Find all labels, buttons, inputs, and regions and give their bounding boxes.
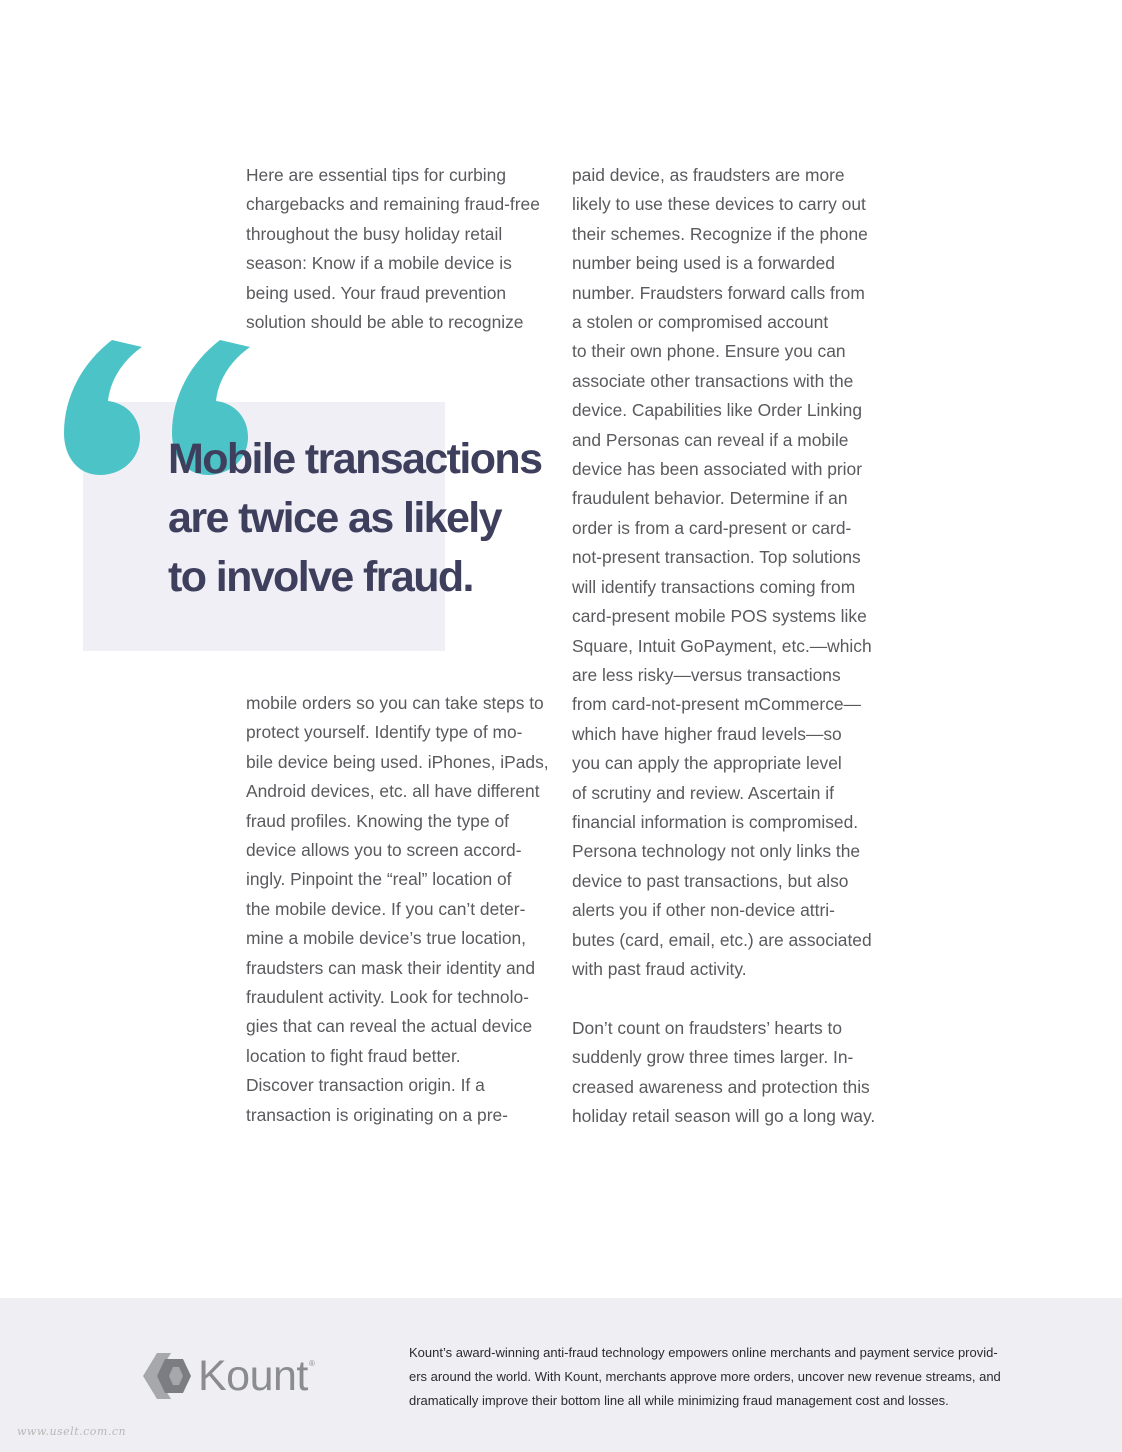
text-line: mine a mobile device’s true location, bbox=[246, 928, 527, 949]
text-line: card-present mobile POS systems like bbox=[572, 606, 867, 627]
text-line: Don’t count on fraudsters’ hearts to bbox=[572, 1017, 843, 1038]
pull-quote-line: are twice as likely bbox=[168, 494, 501, 542]
text-line: fraud profiles. Knowing the type of bbox=[246, 810, 509, 831]
text-line: chargebacks and remaining fraud-free bbox=[246, 194, 540, 215]
text-line: protect yourself. Identify type of mo- bbox=[246, 722, 523, 743]
text-line: will identify transactions coming from bbox=[572, 576, 856, 597]
text-line: you can apply the appropriate level bbox=[572, 753, 842, 774]
text-line: from card-not-present mCommerce— bbox=[572, 694, 861, 715]
text-line: holiday retail season will go a long way. bbox=[572, 1105, 876, 1126]
footer-description-line: Kount’s award-winning anti-fraud technology empowers online merchants and payment service provid- bbox=[409, 1345, 998, 1360]
footer-description bbox=[409, 1341, 1049, 1413]
logo-wordmark: Kount bbox=[198, 1352, 308, 1400]
text-line: paid device, as fraudsters are more bbox=[572, 165, 845, 185]
text-line: which have higher fraud levels—so bbox=[572, 723, 842, 744]
text-line: alerts you if other non-device attri- bbox=[572, 900, 835, 921]
text-line: device allows you to screen accord- bbox=[246, 840, 522, 861]
article-column-1-bottom bbox=[246, 689, 551, 1130]
registered-mark: ® bbox=[309, 1359, 315, 1368]
text-line: throughout the busy holiday retail bbox=[246, 223, 503, 244]
text-line: fraudsters can mask their identity and bbox=[246, 957, 536, 978]
text-line: not-present transaction. Top solutions bbox=[572, 547, 861, 568]
text-line: ingly. Pinpoint the “real” location of bbox=[246, 869, 512, 890]
text-line: the mobile device. If you can’t deter- bbox=[246, 898, 526, 919]
footer-description-line: dramatically improve their bottom line all while minimizing fraud management cost and losses. bbox=[409, 1393, 949, 1408]
text-line: device. Capabilities like Order Linking bbox=[572, 400, 862, 421]
text-line: solution should be able to recognize bbox=[246, 312, 524, 333]
text-line: Persona technology not only links the bbox=[572, 841, 861, 862]
text-line: financial information is compromised. bbox=[572, 811, 859, 832]
pull-quote-line: to involve fraud. bbox=[168, 553, 473, 601]
text-line: Square, Intuit GoPayment, etc.—which bbox=[572, 635, 872, 656]
text-line: likely to use these devices to carry out bbox=[572, 194, 866, 215]
text-line: are less risky—versus transactions bbox=[572, 664, 841, 685]
text-line: device has been associated with prior bbox=[572, 459, 863, 480]
text-line: season: Know if a mobile device is bbox=[246, 253, 512, 274]
text-line: mobile orders so you can take steps to bbox=[246, 693, 544, 713]
text-line: their schemes. Recognize if the phone bbox=[572, 223, 868, 244]
text-line: to their own phone. Ensure you can bbox=[572, 341, 846, 362]
article-column-2 bbox=[572, 161, 882, 1131]
text-line: a stolen or compromised account bbox=[572, 312, 829, 333]
paragraph bbox=[572, 1014, 882, 1132]
text-line: order is from a card-present or card- bbox=[572, 517, 852, 538]
text-line: associate other transactions with the bbox=[572, 370, 854, 391]
text-line: gies that can reveal the actual device bbox=[246, 1016, 533, 1037]
text-line: of scrutiny and review. Ascertain if bbox=[572, 782, 834, 803]
watermark: www.uselt.com.cn bbox=[17, 1425, 127, 1438]
article-column-1-top bbox=[246, 161, 551, 337]
text-line: location to fight fraud better. bbox=[246, 1045, 461, 1066]
text-line: transaction is originating on a pre- bbox=[246, 1104, 508, 1125]
text-line: suddenly grow three times larger. In- bbox=[572, 1047, 854, 1068]
pull-quote bbox=[168, 430, 568, 607]
text-line: and Personas can reveal if a mobile bbox=[572, 429, 849, 450]
text-line: fraudulent activity. Look for technolo- bbox=[246, 987, 529, 1008]
text-line: bile device being used. iPhones, iPads, bbox=[246, 751, 549, 772]
text-line: device to past transactions, but also bbox=[572, 870, 849, 891]
text-line: fraudulent behavior. Determine if an bbox=[572, 488, 848, 509]
pull-quote-line: Mobile transactions bbox=[168, 435, 542, 483]
text-line: Discover transaction origin. If a bbox=[246, 1075, 485, 1096]
footer-description-line: ers around the world. With Kount, merchants approve more orders, uncover new revenue streams, and bbox=[409, 1369, 1001, 1384]
text-line: number being used is a forwarded bbox=[572, 253, 835, 274]
text-line: butes (card, email, etc.) are associated bbox=[572, 929, 872, 950]
text-line: with past fraud activity. bbox=[572, 958, 747, 979]
text-line: creased awareness and protection this bbox=[572, 1076, 870, 1097]
text-line: Here are essential tips for curbing bbox=[246, 165, 507, 185]
paragraph bbox=[572, 161, 882, 984]
text-line: Android devices, etc. all have different bbox=[246, 781, 540, 802]
text-line: being used. Your fraud prevention bbox=[246, 282, 507, 303]
text-line: number. Fraudsters forward calls from bbox=[572, 282, 865, 303]
